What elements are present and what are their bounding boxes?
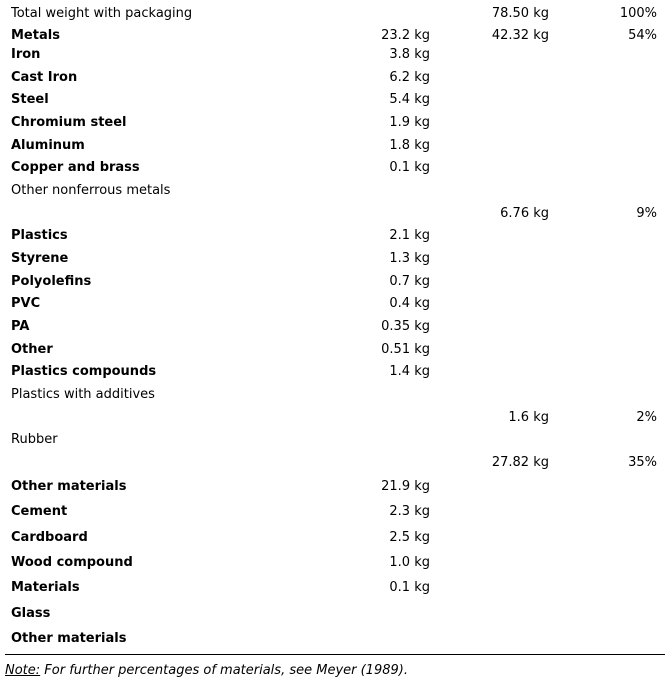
component-weight: 0.7 kg [389, 274, 430, 289]
footnote-text: For further percentages of materials, see Meyer (1989). [40, 663, 408, 678]
component-weight: 1.8 kg [389, 138, 430, 153]
group-weight: 42.32 kg [491, 28, 549, 43]
table-row [0, 136, 667, 156]
footnote-divider [5, 654, 665, 655]
row-label: Metals [11, 28, 60, 43]
component-weight: 1.4 kg [389, 364, 430, 379]
component-weight: 2.1 kg [389, 228, 430, 243]
group-weight: 6.76 kg [500, 206, 549, 221]
component-weight: 6.2 kg [389, 70, 430, 85]
table-row [0, 294, 667, 314]
component-weight: 1.3 kg [389, 251, 430, 266]
group-weight: 27.82 kg [491, 455, 549, 470]
row-label: Iron [11, 47, 41, 62]
table-row [0, 226, 667, 246]
row-label: PA [11, 319, 30, 334]
table-row [0, 26, 667, 46]
table-row [0, 181, 667, 201]
row-label: Styrene [11, 251, 69, 266]
row-label: Rubber [11, 432, 58, 447]
table-row [0, 68, 667, 88]
table-row [0, 317, 667, 337]
group-percentage: 35% [628, 455, 657, 470]
table-row [0, 45, 667, 65]
row-label: Cement [11, 504, 68, 519]
table-row [0, 4, 667, 24]
row-label: Polyolefins [11, 274, 92, 289]
table-row [0, 553, 667, 573]
table-row [0, 158, 667, 178]
row-label: Aluminum [11, 138, 85, 153]
group-percentage: 2% [636, 410, 657, 425]
table-row [0, 249, 667, 269]
footnote-label: Note: [5, 663, 41, 678]
table-row [0, 453, 667, 473]
component-weight: 1.0 kg [389, 555, 430, 570]
component-weight: 3.8 kg [389, 47, 430, 62]
row-label: Other materials [11, 479, 127, 494]
component-weight: 1.9 kg [389, 115, 430, 130]
row-label: Other [11, 342, 53, 357]
table-row [0, 477, 667, 497]
row-label: Total weight with packaging [11, 6, 193, 21]
row-label: Other materials [11, 631, 127, 646]
table-row [0, 362, 667, 382]
row-label: Wood compound [11, 555, 133, 570]
component-weight: 0.1 kg [389, 160, 430, 175]
row-label: Copper and brass [11, 160, 140, 175]
table-row [0, 502, 667, 522]
table-row [0, 204, 667, 224]
table-row [0, 408, 667, 428]
row-label: Cardboard [11, 530, 88, 545]
component-weight: 21.9 kg [381, 479, 430, 494]
group-weight: 1.6 kg [508, 410, 549, 425]
table-row [0, 90, 667, 110]
row-label: Materials [11, 580, 80, 595]
row-label: Cast Iron [11, 70, 78, 85]
group-percentage: 9% [636, 206, 657, 221]
group-percentage: 100% [619, 6, 657, 21]
table-row [0, 340, 667, 360]
row-label: Chromium steel [11, 115, 127, 130]
row-label: Glass [11, 606, 51, 621]
component-weight: 2.3 kg [389, 504, 430, 519]
row-label: Plastics compounds [11, 364, 157, 379]
table-row [0, 528, 667, 548]
component-weight: 2.5 kg [389, 530, 430, 545]
component-weight: 0.51 kg [381, 342, 430, 357]
row-label: PVC [11, 296, 41, 311]
table-row [0, 578, 667, 598]
component-weight: 23.2 kg [381, 28, 430, 43]
table-row [0, 629, 667, 649]
table-row [0, 113, 667, 133]
table-row [0, 604, 667, 624]
component-weight: 5.4 kg [389, 92, 430, 107]
table-row [0, 272, 667, 292]
table-row [0, 385, 667, 405]
table-row [0, 430, 667, 450]
component-weight: 0.35 kg [381, 319, 430, 334]
row-label: Other nonferrous metals [11, 183, 171, 198]
group-percentage: 54% [628, 28, 657, 43]
row-label: Steel [11, 92, 49, 107]
group-weight: 78.50 kg [491, 6, 549, 21]
footnote [5, 661, 408, 681]
component-weight: 0.4 kg [389, 296, 430, 311]
row-label: Plastics with additives [11, 387, 155, 402]
row-label: Plastics [11, 228, 68, 243]
component-weight: 0.1 kg [389, 580, 430, 595]
